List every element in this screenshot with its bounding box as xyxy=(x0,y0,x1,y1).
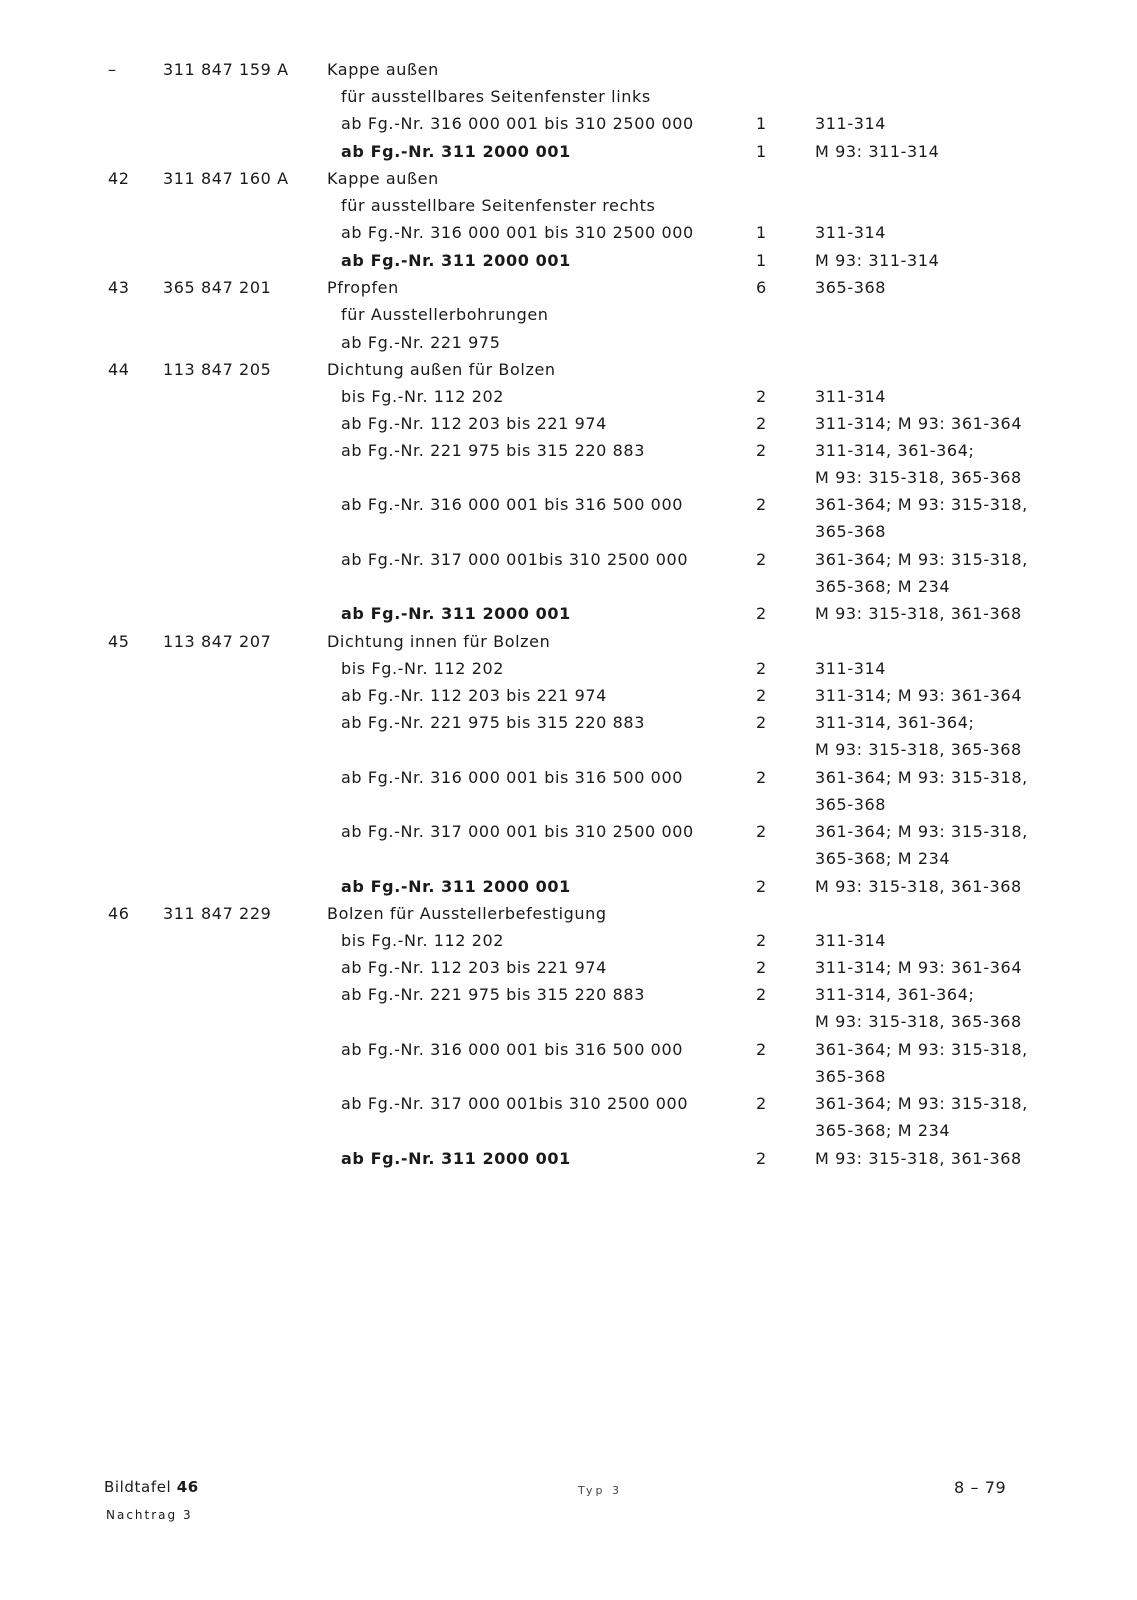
quantity: 2 xyxy=(756,1094,767,1113)
applicability: 311-314; M 93: 361-364 xyxy=(815,414,1023,433)
applicability: 311-314 xyxy=(815,387,887,406)
quantity: 2 xyxy=(756,495,767,514)
footer-bildtafel xyxy=(104,1478,199,1496)
applicability: M 93: 315-318, 365-368 xyxy=(815,740,1022,759)
applicability: M 93: 315-318, 365-368 xyxy=(815,1012,1022,1031)
applicability: M 93: 315-318, 361-368 xyxy=(815,1149,1022,1168)
applicability: 311-314, 361-364; xyxy=(815,441,975,460)
description: bis Fg.-Nr. 112 202 xyxy=(341,387,505,406)
page-number: 8 – 79 xyxy=(954,1478,1007,1497)
description: ab Fg.-Nr. 311 2000 001 xyxy=(341,142,571,161)
quantity: 2 xyxy=(756,1149,767,1168)
description: bis Fg.-Nr. 112 202 xyxy=(341,931,505,950)
table-row xyxy=(0,56,1137,84)
table-row xyxy=(0,873,1137,901)
table-row xyxy=(0,682,1137,710)
table-row xyxy=(0,356,1137,384)
applicability: M 93: 311-314 xyxy=(815,251,940,270)
description: Kappe außen xyxy=(327,169,439,188)
description: ab Fg.-Nr. 316 000 001 bis 316 500 000 xyxy=(341,1040,684,1059)
description: ab Fg.-Nr. 311 2000 001 xyxy=(341,1149,571,1168)
table-row xyxy=(0,764,1137,792)
quantity: 2 xyxy=(756,659,767,678)
applicability: 365-368 xyxy=(815,1067,887,1086)
table-row xyxy=(0,165,1137,193)
table-row xyxy=(0,464,1137,492)
description: für ausstellbares Seitenfenster links xyxy=(341,87,651,106)
table-row xyxy=(0,927,1137,955)
footer-typ: Typ 3 xyxy=(578,1484,622,1497)
table-row xyxy=(0,546,1137,574)
quantity: 1 xyxy=(756,114,767,133)
applicability: 311-314 xyxy=(815,659,887,678)
description: ab Fg.-Nr. 316 000 001 bis 310 2500 000 xyxy=(341,114,694,133)
quantity: 2 xyxy=(756,985,767,1004)
position-number: 45 xyxy=(108,632,130,651)
table-row xyxy=(0,192,1137,220)
table-row xyxy=(0,518,1137,546)
table-row xyxy=(0,329,1137,357)
description: ab Fg.-Nr. 112 203 bis 221 974 xyxy=(341,958,607,977)
table-row xyxy=(0,900,1137,928)
description: ab Fg.-Nr. 317 000 001bis 310 2500 000 xyxy=(341,1094,689,1113)
description: ab Fg.-Nr. 317 000 001 bis 310 2500 000 xyxy=(341,822,694,841)
description: für Ausstellerbohrungen xyxy=(341,305,549,324)
applicability: 361-364; M 93: 315-318, xyxy=(815,1094,1028,1113)
applicability: 311-314, 361-364; xyxy=(815,985,975,1004)
quantity: 2 xyxy=(756,713,767,732)
table-row xyxy=(0,600,1137,628)
table-row xyxy=(0,655,1137,683)
description: Kappe außen xyxy=(327,60,439,79)
table-row xyxy=(0,1117,1137,1145)
description: ab Fg.-Nr. 316 000 001 bis 316 500 000 xyxy=(341,495,684,514)
applicability: 311-314; M 93: 361-364 xyxy=(815,686,1023,705)
quantity: 1 xyxy=(756,142,767,161)
description: ab Fg.-Nr. 221 975 bis 315 220 883 xyxy=(341,441,645,460)
applicability: M 93: 311-314 xyxy=(815,142,940,161)
table-row xyxy=(0,138,1137,166)
applicability: M 93: 315-318, 365-368 xyxy=(815,468,1022,487)
description: Pfropfen xyxy=(327,278,399,297)
table-row xyxy=(0,845,1137,873)
quantity: 2 xyxy=(756,768,767,787)
applicability: 361-364; M 93: 315-318, xyxy=(815,1040,1028,1059)
table-row xyxy=(0,981,1137,1009)
description: ab Fg.-Nr. 112 203 bis 221 974 xyxy=(341,414,607,433)
quantity: 2 xyxy=(756,550,767,569)
description: ab Fg.-Nr. 316 000 001 bis 310 2500 000 xyxy=(341,223,694,242)
position-number: – xyxy=(108,60,117,79)
applicability: 361-364; M 93: 315-318, xyxy=(815,550,1028,569)
quantity: 2 xyxy=(756,877,767,896)
position-number: 42 xyxy=(108,169,130,188)
table-row xyxy=(0,818,1137,846)
table-row xyxy=(0,791,1137,819)
part-number: 311 847 159 A xyxy=(163,60,289,79)
quantity: 1 xyxy=(756,223,767,242)
description: Dichtung innen für Bolzen xyxy=(327,632,551,651)
description: ab Fg.-Nr. 311 2000 001 xyxy=(341,877,571,896)
description: für ausstellbare Seitenfenster rechts xyxy=(341,196,656,215)
quantity: 2 xyxy=(756,387,767,406)
quantity: 6 xyxy=(756,278,767,297)
quantity: 2 xyxy=(756,686,767,705)
table-row xyxy=(0,301,1137,329)
applicability: 365-368 xyxy=(815,278,887,297)
quantity: 2 xyxy=(756,441,767,460)
table-row xyxy=(0,1063,1137,1091)
quantity: 2 xyxy=(756,931,767,950)
applicability: 365-368; M 234 xyxy=(815,577,951,596)
applicability: 311-314 xyxy=(815,223,887,242)
table-row xyxy=(0,1090,1137,1118)
applicability: M 93: 315-318, 361-368 xyxy=(815,604,1022,623)
table-row xyxy=(0,573,1137,601)
applicability: 361-364; M 93: 315-318, xyxy=(815,822,1028,841)
table-row xyxy=(0,491,1137,519)
table-row xyxy=(0,1145,1137,1173)
position-number: 43 xyxy=(108,278,130,297)
table-row xyxy=(0,247,1137,275)
applicability: 311-314 xyxy=(815,931,887,950)
description: ab Fg.-Nr. 311 2000 001 xyxy=(341,604,571,623)
table-row xyxy=(0,954,1137,982)
quantity: 2 xyxy=(756,604,767,623)
part-number: 311 847 229 xyxy=(163,904,272,923)
applicability: 311-314, 361-364; xyxy=(815,713,975,732)
table-row xyxy=(0,628,1137,656)
table-row xyxy=(0,274,1137,302)
quantity: 2 xyxy=(756,414,767,433)
description: Dichtung außen für Bolzen xyxy=(327,360,556,379)
description: ab Fg.-Nr. 221 975 bis 315 220 883 xyxy=(341,713,645,732)
quantity: 1 xyxy=(756,251,767,270)
applicability: 361-364; M 93: 315-318, xyxy=(815,495,1028,514)
table-row xyxy=(0,736,1137,764)
table-row xyxy=(0,110,1137,138)
applicability: 365-368 xyxy=(815,522,887,541)
quantity: 2 xyxy=(756,822,767,841)
table-row xyxy=(0,1036,1137,1064)
description: ab Fg.-Nr. 221 975 bis 315 220 883 xyxy=(341,985,645,1004)
table-row xyxy=(0,709,1137,737)
applicability: 365-368 xyxy=(815,795,887,814)
applicability: 365-368; M 234 xyxy=(815,849,951,868)
footer-nachtrag: Nachtrag 3 xyxy=(106,1508,193,1522)
bildtafel-number: 46 xyxy=(176,1478,199,1496)
table-row xyxy=(0,410,1137,438)
table-row xyxy=(0,83,1137,111)
part-number: 113 847 207 xyxy=(163,632,272,651)
applicability: 311-314; M 93: 361-364 xyxy=(815,958,1023,977)
quantity: 2 xyxy=(756,958,767,977)
table-row xyxy=(0,1008,1137,1036)
part-number: 365 847 201 xyxy=(163,278,272,297)
table-row xyxy=(0,383,1137,411)
part-number: 113 847 205 xyxy=(163,360,272,379)
applicability: M 93: 315-318, 361-368 xyxy=(815,877,1022,896)
description: ab Fg.-Nr. 316 000 001 bis 316 500 000 xyxy=(341,768,684,787)
description: Bolzen für Ausstellerbefestigung xyxy=(327,904,607,923)
table-row xyxy=(0,219,1137,247)
table-row xyxy=(0,437,1137,465)
quantity: 2 xyxy=(756,1040,767,1059)
applicability: 365-368; M 234 xyxy=(815,1121,951,1140)
applicability: 311-314 xyxy=(815,114,887,133)
description: bis Fg.-Nr. 112 202 xyxy=(341,659,505,678)
applicability: 361-364; M 93: 315-318, xyxy=(815,768,1028,787)
description: ab Fg.-Nr. 221 975 xyxy=(341,333,501,352)
position-number: 44 xyxy=(108,360,130,379)
bildtafel-label: Bildtafel xyxy=(104,1478,172,1496)
description: ab Fg.-Nr. 317 000 001bis 310 2500 000 xyxy=(341,550,689,569)
position-number: 46 xyxy=(108,904,130,923)
part-number: 311 847 160 A xyxy=(163,169,289,188)
description: ab Fg.-Nr. 311 2000 001 xyxy=(341,251,571,270)
description: ab Fg.-Nr. 112 203 bis 221 974 xyxy=(341,686,607,705)
